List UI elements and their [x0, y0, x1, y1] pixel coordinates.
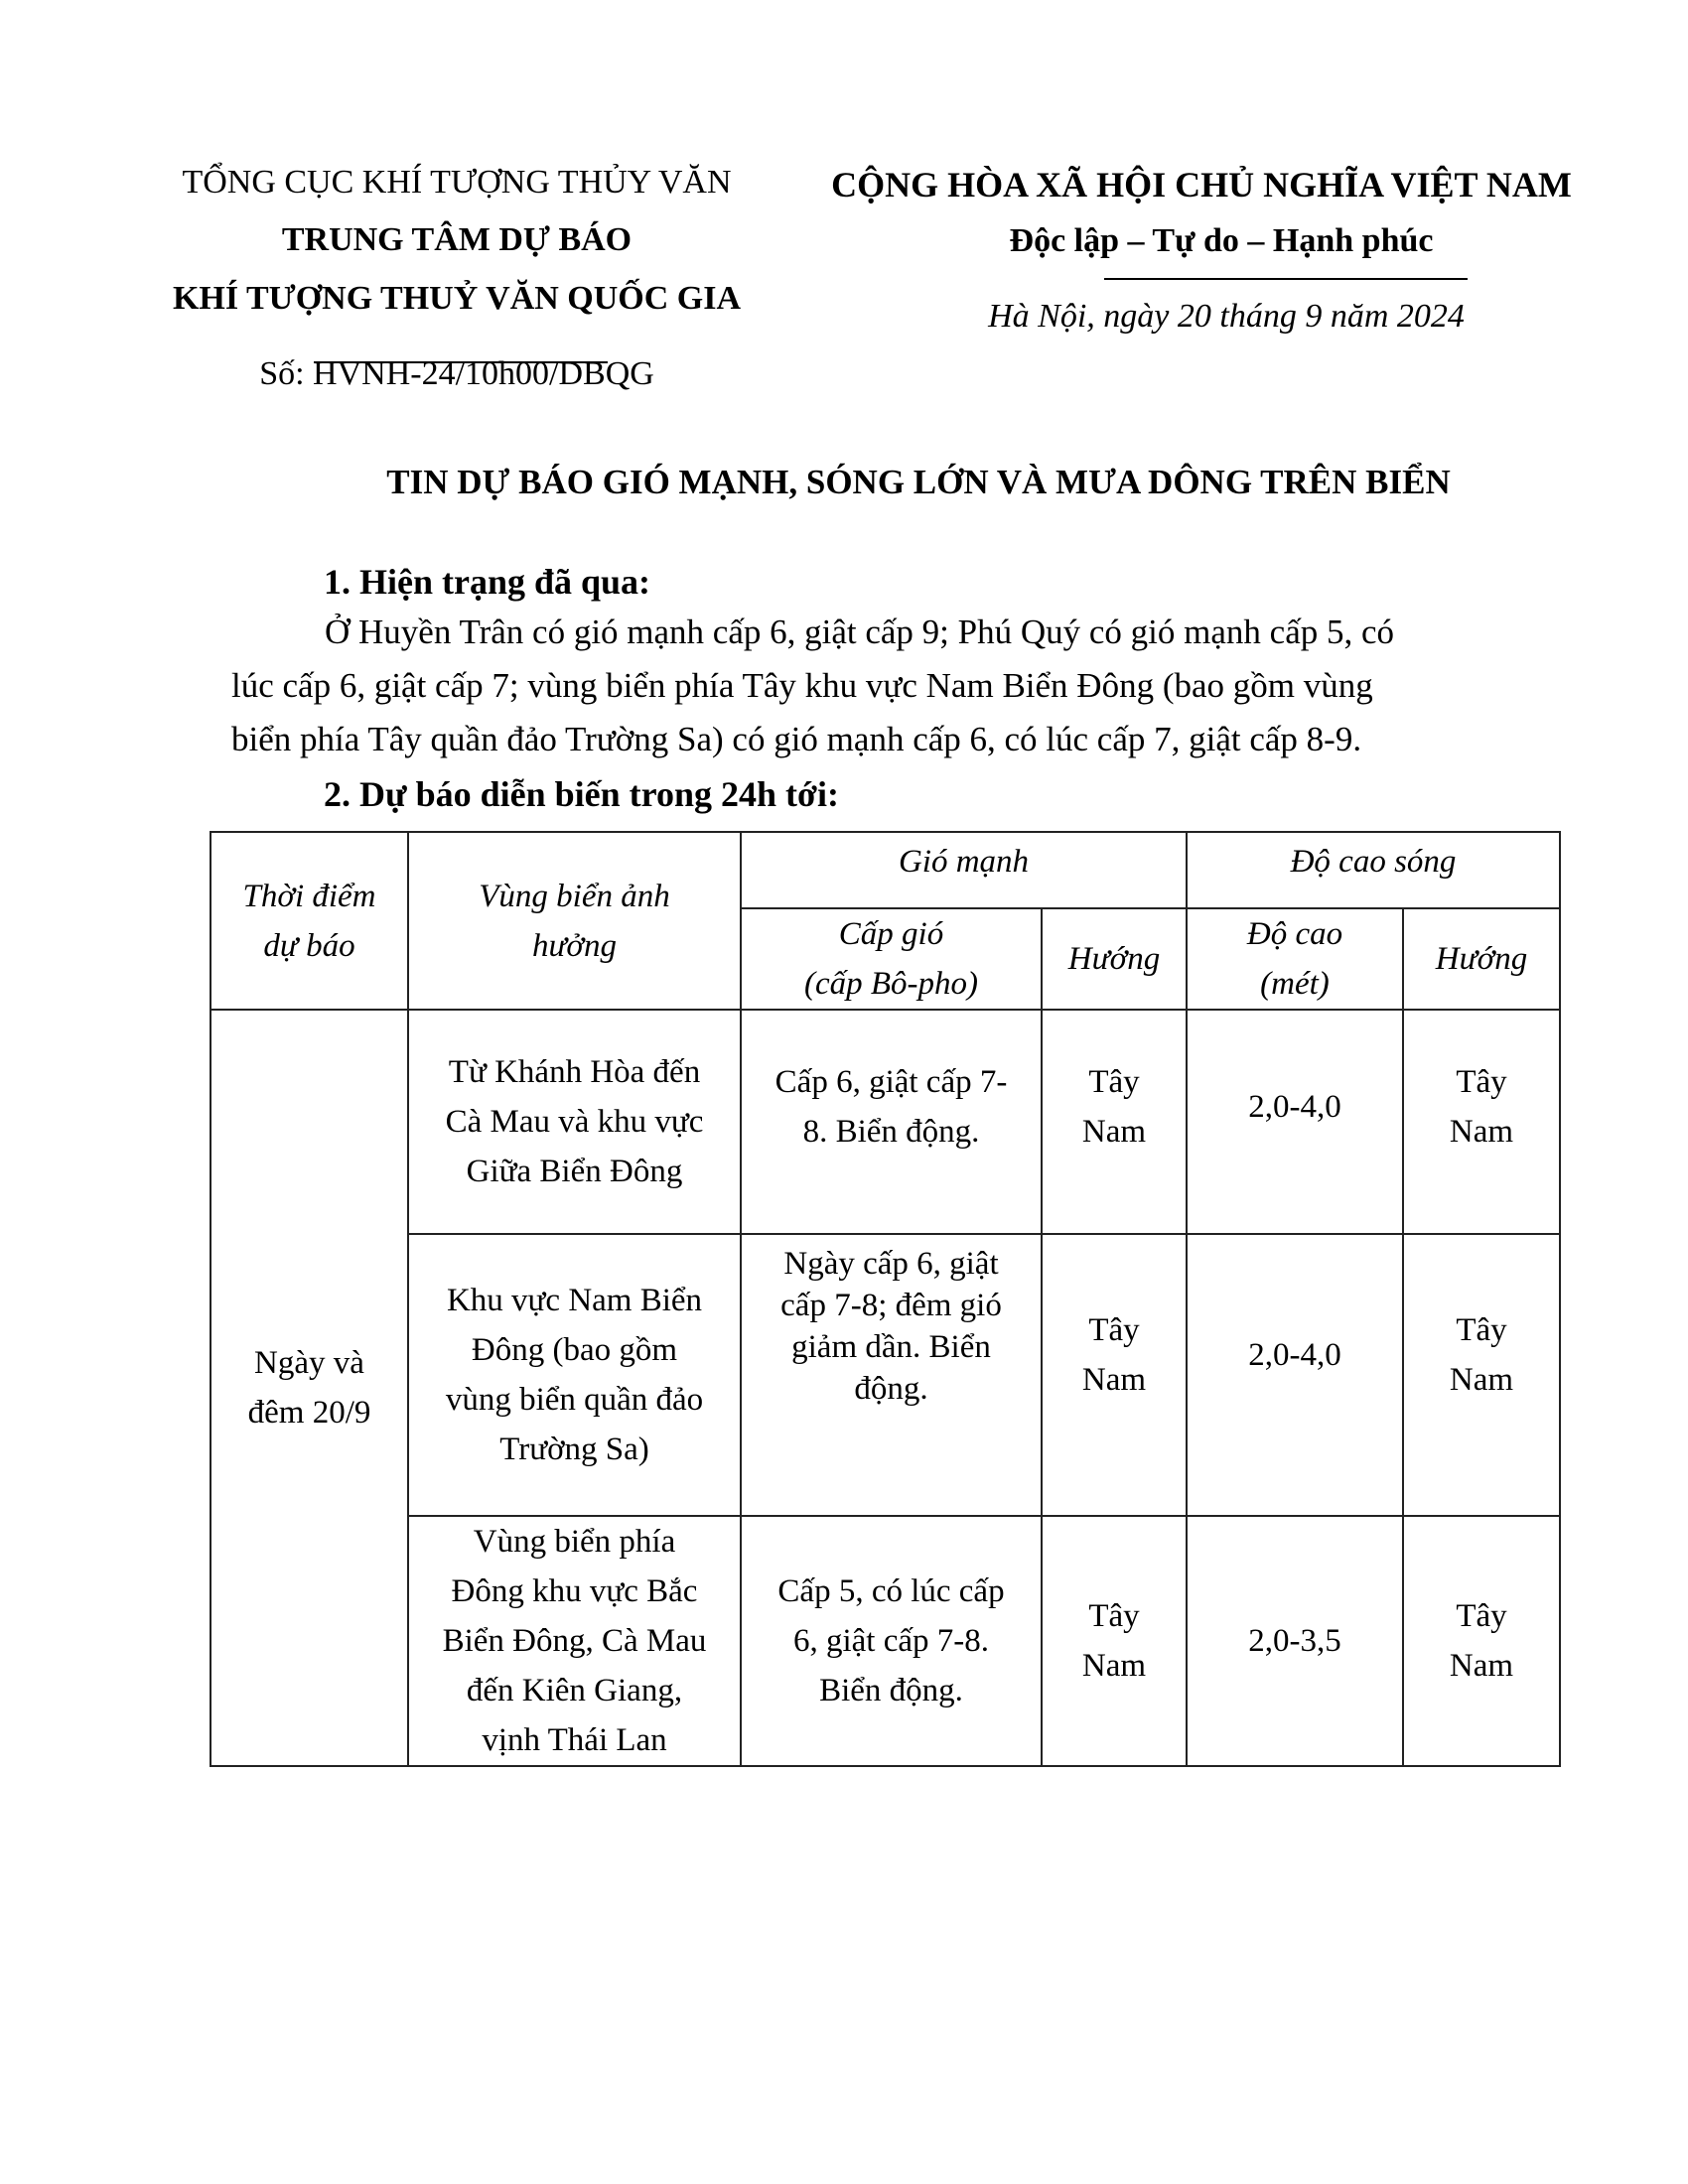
header-wind-level: [741, 908, 1042, 1010]
cell-wind-level-line: giảm dần. Biển: [791, 1329, 991, 1365]
cell-area: [408, 1010, 741, 1234]
cell-time-line: đêm 20/9: [247, 1395, 371, 1431]
header-area: [408, 832, 741, 1010]
cell-area-line: Biển Đông, Cà Mau: [442, 1623, 707, 1659]
cell-area-line: vùng biển quần đảo: [445, 1382, 704, 1418]
cell-wind-level: [741, 1010, 1042, 1234]
place-and-date: Hà Nội, ngày 20 tháng 9 năm 2024: [988, 298, 1465, 335]
header-wind-level-line: Cấp gió: [838, 916, 944, 952]
table-row: [211, 1516, 1560, 1766]
cell-wind-direction: [1042, 1516, 1187, 1766]
cell-area-line: Đông khu vực Bắc: [451, 1573, 698, 1609]
cell-wind-level: [741, 1516, 1042, 1766]
cell-area-line: Khu vực Nam Biển: [446, 1283, 703, 1318]
cell-wave-direction: [1403, 1516, 1560, 1766]
header-wind-level-line: (cấp Bô-pho): [803, 966, 979, 1002]
header-area-line: Vùng biển ảnh: [479, 878, 670, 914]
header-area-line: hưởng: [531, 927, 618, 964]
cell-wind-level-line: cấp 7-8; đêm gió: [780, 1288, 1002, 1323]
header-wave-height-line: Độ cao: [1246, 916, 1343, 952]
header-time-line: dự báo: [263, 927, 355, 964]
header-wind-direction: Hướng: [1042, 908, 1187, 1010]
cell-wind-direction: [1042, 1234, 1187, 1516]
cell-wind-direction-line: Tây: [1088, 1064, 1140, 1100]
cell-wind-level-line: 8. Biển động.: [802, 1114, 980, 1150]
cell-wind-level-line: Biển động.: [819, 1673, 963, 1708]
cell-wave-height: 2,0-4,0: [1187, 1010, 1403, 1234]
cell-wave-direction-line: Tây: [1456, 1064, 1507, 1100]
cell-area-line: vịnh Thái Lan: [482, 1722, 667, 1758]
cell-area: [408, 1516, 741, 1766]
nation-title: CỘNG HÒA XÃ HỘI CHỦ NGHĨA VIỆT NAM: [831, 165, 1572, 205]
cell-wind-direction: [1042, 1010, 1187, 1234]
cell-time: [211, 1010, 408, 1766]
cell-time-line: Ngày và: [254, 1345, 364, 1381]
parent-organization: TỔNG CỤC KHÍ TƯỢNG THỦY VĂN: [182, 164, 732, 201]
cell-wind-level: [741, 1234, 1042, 1516]
header-wave-height: [1187, 908, 1403, 1010]
header-time-line: Thời điểm: [242, 878, 376, 914]
section-2-heading: 2. Dự báo diễn biến trong 24h tới:: [324, 774, 839, 814]
forecast-table: [210, 831, 1561, 1767]
section-1-paragraph-line: lúc cấp 6, giật cấp 7; vùng biển phía Tây khu vực Nam Biển Đông (bao gồm vùng: [231, 666, 1373, 705]
cell-area: [408, 1234, 741, 1516]
header-wave-group: Độ cao sóng: [1187, 832, 1560, 908]
header-wind-group: Gió mạnh: [741, 832, 1187, 908]
document-number: Số: HVNH-24/10h00/DBQG: [259, 355, 654, 392]
table-row: [211, 1234, 1560, 1516]
cell-wind-direction-line: Nam: [1081, 1362, 1147, 1398]
header-wave-height-line: (mét): [1260, 966, 1330, 1002]
cell-wind-direction-line: Nam: [1081, 1648, 1147, 1684]
cell-area-line: Vùng biển phía: [473, 1524, 676, 1560]
cell-wave-direction: [1403, 1010, 1560, 1234]
cell-wave-direction-line: Nam: [1449, 1648, 1514, 1684]
section-1-paragraph-line: biển phía Tây quần đảo Trường Sa) có gió mạnh cấp 6, có lúc cấp 7, giật cấp 8-9.: [231, 720, 1362, 758]
organization-name-line-1: TRUNG TÂM DỰ BÁO: [281, 221, 633, 258]
cell-area-line: Giữa Biển Đông: [466, 1154, 683, 1189]
header-wave-direction: Hướng: [1403, 908, 1560, 1010]
table-row: [211, 1010, 1560, 1234]
cell-wind-direction-line: Tây: [1088, 1598, 1140, 1634]
table-header-row: [211, 832, 1560, 908]
cell-area-line: Trường Sa): [499, 1432, 649, 1467]
cell-wind-level-line: động.: [854, 1371, 928, 1407]
national-motto: Độc lập – Tự do – Hạnh phúc: [1009, 222, 1434, 259]
organization-name-line-2: KHÍ TƯỢNG THUỶ VĂN QUỐC GIA: [172, 280, 742, 317]
cell-wave-direction-line: Nam: [1449, 1362, 1514, 1398]
cell-wave-height: 2,0-4,0: [1187, 1234, 1403, 1516]
cell-wind-direction-line: Tây: [1088, 1312, 1140, 1348]
motto-underline: [1104, 278, 1468, 280]
cell-wind-level-line: 6, giật cấp 7-8.: [792, 1623, 990, 1659]
cell-wind-level-line: Cấp 5, có lúc cấp: [777, 1573, 1005, 1609]
cell-wave-direction: [1403, 1234, 1560, 1516]
cell-wind-direction-line: Nam: [1081, 1114, 1147, 1150]
cell-wave-direction-line: Tây: [1456, 1598, 1507, 1634]
cell-area-line: Đông (bao gồm: [471, 1332, 678, 1368]
cell-wave-direction-line: Tây: [1456, 1312, 1507, 1348]
cell-wind-level-line: Cấp 6, giật cấp 7-: [774, 1064, 1008, 1100]
cell-area-line: Cà Mau và khu vực: [445, 1104, 704, 1140]
header-time: [211, 832, 408, 1010]
cell-area-line: đến Kiên Giang,: [466, 1673, 683, 1708]
cell-wave-height: 2,0-3,5: [1187, 1516, 1403, 1766]
cell-wave-direction-line: Nam: [1449, 1114, 1514, 1150]
section-1-heading: 1. Hiện trạng đã qua:: [324, 562, 651, 602]
cell-area-line: Từ Khánh Hòa đến: [448, 1054, 701, 1090]
document-title: TIN DỰ BÁO GIÓ MẠNH, SÓNG LỚN VÀ MƯA DÔNG TRÊN BIỂN: [386, 463, 1451, 501]
section-1-paragraph-line: Ở Huyền Trân có gió mạnh cấp 6, giật cấp 9; Phú Quý có gió mạnh cấp 5, có: [325, 613, 1395, 651]
cell-wind-level-line: Ngày cấp 6, giật: [783, 1246, 999, 1282]
